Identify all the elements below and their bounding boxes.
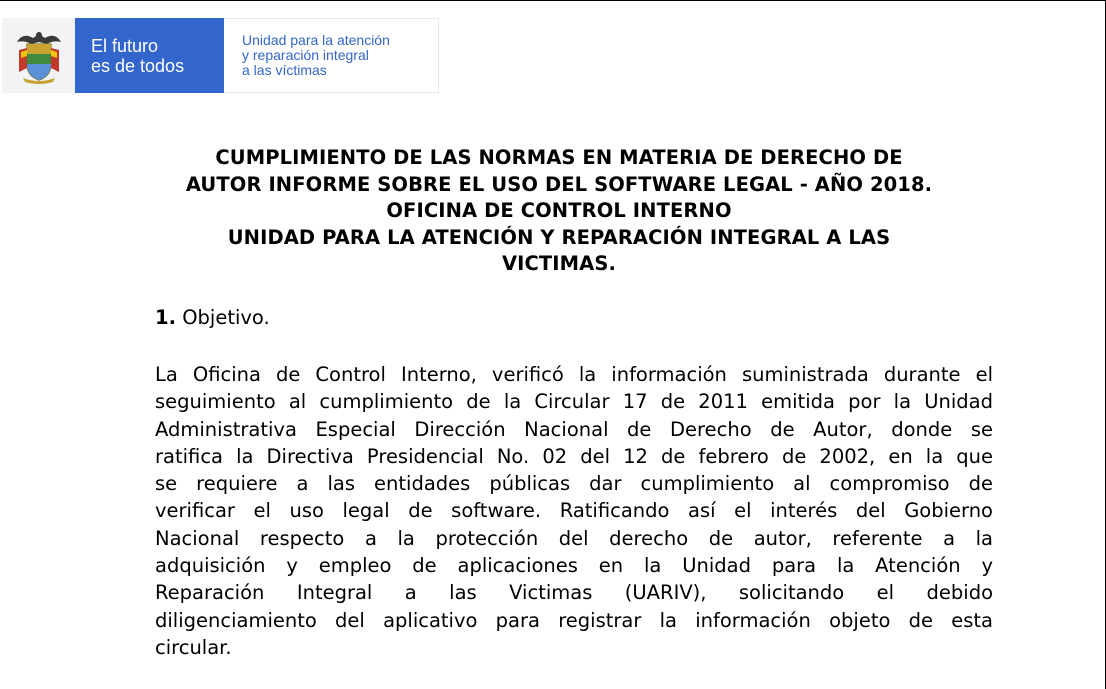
title-line-5: VICTIMAS.	[501, 252, 617, 275]
header-banner	[2, 18, 439, 93]
title-line-4: UNIDAD PARA LA ATENCIÓN Y REPARACIÓN INTEGRAL A LAS	[227, 225, 891, 249]
slogan-line-1: El futuro	[91, 35, 159, 56]
section-heading	[155, 305, 270, 331]
unit-line-3: a las víctimas	[242, 62, 327, 78]
unit-line-1: Unidad para la atención	[242, 32, 390, 48]
paragraph-line: La Oficina de Control Interno, verificó la información suministrada durante el	[155, 363, 993, 386]
paragraph-line: se requiere a las entidades públicas dar cumplimiento al compromiso de	[155, 472, 993, 496]
paragraph-line: verificar el uso legal de software. Ratificando así el interés del Gobierno	[155, 499, 993, 523]
paragraph-line: diligenciamiento del aplicativo para registrar la información objeto de esta	[155, 608, 993, 632]
unit-name-block	[224, 18, 439, 93]
title-line-3: OFICINA DE CONTROL INTERNO	[386, 199, 732, 222]
section-title: Objetivo.	[182, 306, 270, 329]
slogan-line-2: es de todos	[91, 55, 185, 76]
colombia-coat-of-arms-icon	[13, 28, 65, 84]
paragraph-line: circular.	[155, 635, 232, 659]
paragraph-line: ratifica la Directiva Presidencial No. 02 del 12 de febrero de 2002, en la que	[155, 444, 993, 468]
page-top-border	[0, 0, 1106, 1]
slogan-block	[75, 18, 224, 93]
unit-line-2: y reparación integral	[242, 47, 369, 63]
seal-container	[2, 18, 75, 93]
paragraph-line: Administrativa Especial Dirección Nacional de Derecho de Autor, donde se	[155, 417, 993, 441]
paragraph-line: Reparación Integral a las Victimas (UARIV), solicitando el debido	[155, 581, 993, 605]
paragraph-line: adquisición y empleo de aplicaciones en la Unidad para la Atención y	[155, 554, 993, 578]
paragraph-line: seguimiento al cumplimiento de la Circular 17 de 2011 emitida por la Unidad	[155, 390, 993, 414]
title-line-2: AUTOR INFORME SOBRE EL USO DEL SOFTWARE LEGAL - AÑO 2018.	[185, 172, 933, 196]
section-number: 1.	[155, 306, 176, 329]
body-paragraph	[155, 361, 993, 661]
title-line-1: CUMPLIMIENTO DE LAS NORMAS EN MATERIA DE DERECHO DE	[215, 146, 903, 169]
paragraph-line: Nacional respecto a la protección del derecho de autor, referente a la	[155, 526, 993, 550]
document-title	[150, 145, 968, 278]
